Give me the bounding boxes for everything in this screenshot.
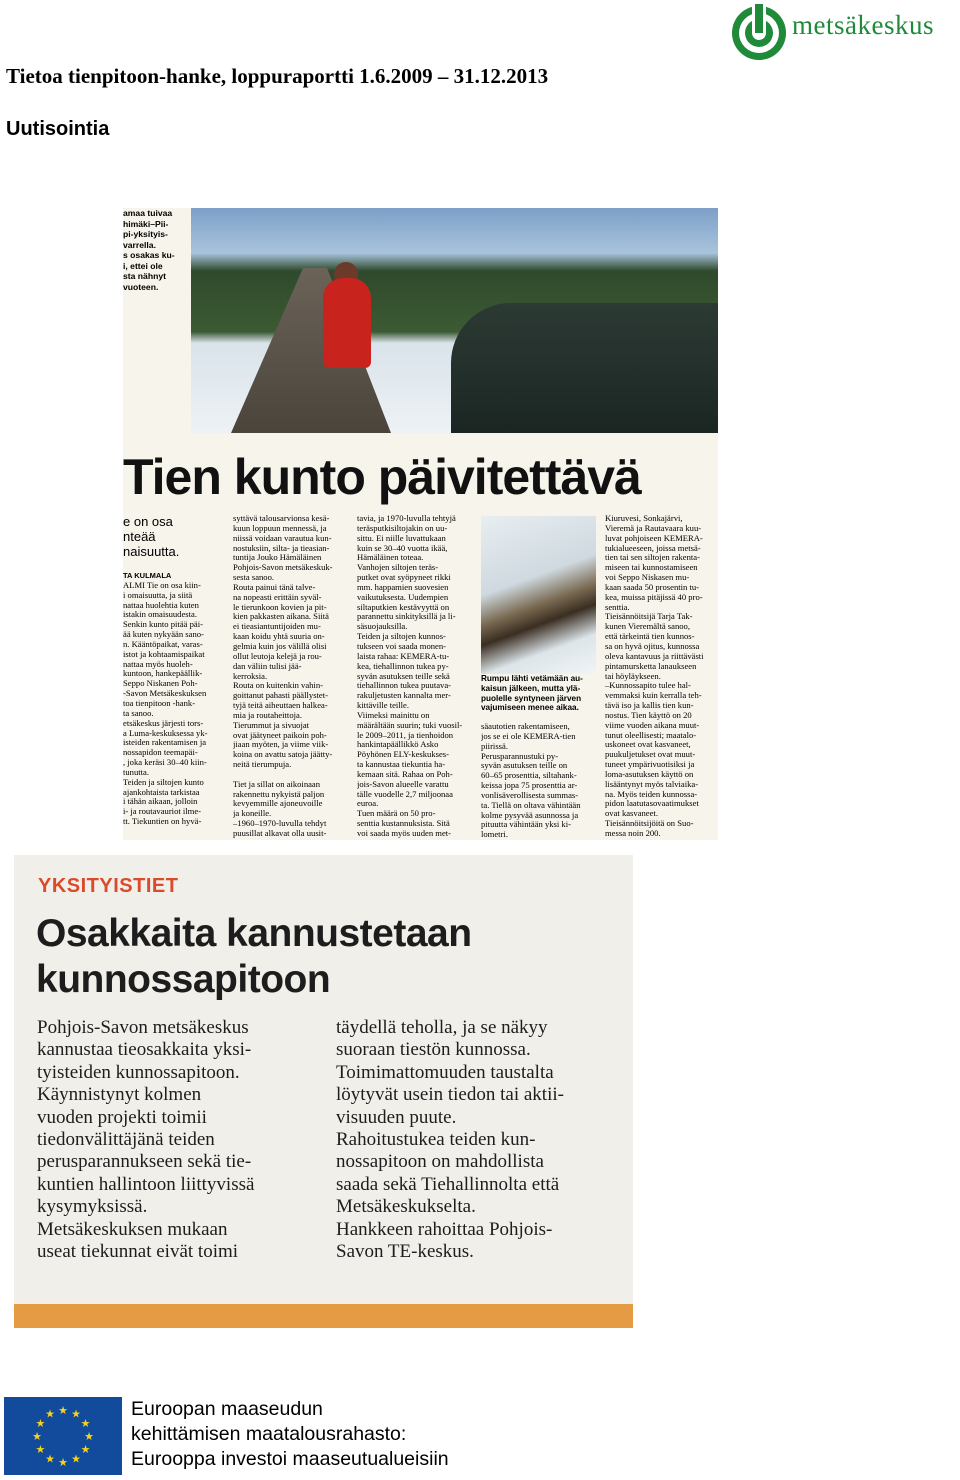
text-line: syvän asutuksen teille on	[481, 761, 568, 771]
text-line: pituutta vähintään yksi ki-	[481, 820, 571, 830]
text-line: gelmia kuin jos välillä olisi	[233, 641, 327, 651]
text-line: kaan saada 50 prosentin tu-	[605, 582, 700, 592]
eu-star-icon: ★	[80, 1418, 91, 1430]
text-line: voi saada myös uuden met-	[357, 829, 452, 838]
side-column-text: amaa tuivaa himäki–Pii- pi-yksityis- varrella. s osakas ku- i, ettei ole sta nähnyt vuoteen.	[123, 208, 175, 292]
text-line: Savon TE-keskus.	[336, 1241, 474, 1263]
text-line: kannustaa tieosakkaita yksi-	[37, 1039, 252, 1061]
eu-star-icon: ★	[80, 1444, 91, 1456]
article-column-4	[481, 722, 596, 840]
text-line: istot ja kohtaamispaikat	[123, 649, 205, 659]
text-line: Pohjois-Savon metsäkeskus	[37, 1017, 249, 1038]
text-line: saada sekä Tiehallinnolta että	[336, 1173, 560, 1195]
text-line: tuntija Jouko Hämäläinen	[233, 553, 322, 563]
article-column-1	[123, 514, 223, 827]
eu-flag-icon	[4, 1397, 122, 1475]
text-line: Metsäkeskukselta.	[336, 1196, 476, 1218]
text-line: Viimeksi mainittu on	[357, 710, 430, 720]
eu-funding-text: Euroopan maaseudun kehittämisen maatalousrahasto: Eurooppa investoi maaseutualueisiin	[131, 1398, 449, 1470]
text-line: sesta sanoo.	[233, 573, 275, 583]
newspaper-clipping-private-roads	[14, 855, 633, 1328]
text-line: , joka keräsi 30–40 kiin-	[123, 758, 207, 768]
text-line: jois-Savon alueelle varattu	[357, 779, 449, 789]
text-line: niissä voidaan varautua kun-	[233, 533, 332, 543]
text-line: tai höyläykseen.	[605, 671, 661, 681]
text-line: kevyemmille ajoneuvoille	[233, 799, 323, 809]
text-line: visuuden puute.	[336, 1106, 457, 1128]
text-line: ajankohtaista tarkistaa	[123, 787, 200, 797]
text-line: kien pakkasten aikana. Siitä	[233, 612, 329, 622]
text-line: Teiden ja siltojen kunnos-	[357, 632, 446, 642]
text-line: tiehallinnon tukea puutava-	[357, 681, 452, 691]
text-line: na nopeasti erittäin syväl-	[233, 592, 322, 602]
text-line: pintamursketta lanaukseen	[605, 661, 697, 671]
page-subtitle: Uutisointia	[6, 118, 110, 140]
text-line: tävä iso ja kallis tien kun-	[605, 701, 694, 711]
text-line: tuneet ympärivuotisiksi ja	[605, 760, 695, 770]
text-line: ovat kasvaneet.	[605, 809, 658, 819]
text-line: kuun loppuun mennessä, ja	[233, 523, 327, 533]
text-line: määrältään suurin; tuki vuosil-	[357, 720, 463, 730]
text-line: perusparannukseen sekä tie-	[37, 1151, 252, 1173]
text-line: Routa on kuitenkin vahin-	[233, 681, 323, 691]
article-column-3	[357, 514, 475, 839]
text-line: teräsputkisiltojakin on uu-	[357, 523, 448, 533]
text-line: voi Seppo Niskasen mu-	[605, 573, 690, 583]
text-line: miseen tai kunnostamiseen	[605, 563, 698, 573]
text-line: säsuojauksilla.	[357, 622, 408, 632]
text-line: että tärkeintä tien kunnos-	[605, 632, 695, 642]
section-label: YKSITYISTIET	[38, 875, 179, 897]
eu-star-icon: ★	[58, 1457, 68, 1469]
text-line: puukuljetukset ovat muut-	[605, 750, 696, 760]
text-line: tyjä teitä aiheuttaen halkea-	[233, 701, 328, 711]
text-line: kaan koidu yhtä suuria on-	[233, 632, 325, 642]
text-line: tt. Tiekuntien on hyvä-	[123, 817, 202, 827]
text-line: ta. Tiellä on oltava vähintään	[481, 800, 581, 810]
text-line: täydellä teholla, ja se näkyy	[336, 1017, 548, 1038]
text-line: Hämäläinen toteaa.	[357, 553, 424, 563]
eu-star-icon: ★	[35, 1418, 46, 1430]
text-line: pidon laatutasovaatimukset	[605, 799, 699, 809]
text-line: keissa jopa 75 prosenttia ar-	[481, 781, 578, 791]
text-line: tunut oleellisesti; maatalo-	[605, 730, 697, 740]
text-line: ta sanoo.	[123, 708, 154, 718]
text-line: senttia kustannuksista. Sitä	[357, 819, 450, 829]
text-line: syttävä talousarvionsa kesä-	[233, 514, 330, 523]
article-headline: Tien kunto päivitettävä	[123, 449, 641, 505]
text-line: kea, tiehallinnon tukea py-	[357, 661, 449, 671]
text-line: dan väliin tulisi jää-	[233, 661, 302, 671]
text-line: kuin se 30–40 vuotta ikää,	[357, 543, 448, 553]
text-line: Tuen määrä on 50 pro-	[357, 809, 436, 819]
road-photo	[191, 208, 718, 433]
text-line: kuntoon, hankepäällik-	[123, 669, 203, 679]
text-line: -Savon Metsäkeskuksen	[123, 689, 207, 699]
text-line: kuntien hallintoon liittyvissä	[37, 1173, 255, 1195]
text-line: ovat jäätyneet paikoin poh-	[233, 730, 327, 740]
eu-star-icon: ★	[71, 1408, 81, 1421]
text-line: etsäkeskus järjesti tors-	[123, 718, 204, 728]
article2-headline: Osakkaita kannustetaan kunnossapitoon	[36, 912, 472, 1001]
text-line: sittu. Ei niille luvattukaan	[357, 533, 446, 543]
text-line: ta kannustaa tiekuntia ha-	[357, 760, 446, 770]
text-line: ja koneille.	[233, 809, 272, 819]
text-line: ALMI Tie on osa kiin-	[123, 580, 201, 590]
text-line: i tähän aikaan, jolloin	[123, 797, 198, 807]
text-line: sa on hyvä ojitus, kunnossa	[605, 641, 700, 651]
text-line: tyisteiden kunnossapitoon.	[37, 1061, 240, 1083]
text-line: rakennettu nykyistä paljon	[233, 789, 325, 799]
text-line: luvat pohjoiseen KEMERA-	[605, 533, 703, 543]
text-line: lisääntynyt myös talviaika-	[605, 779, 699, 789]
text-line: Kiuruvesi, Sonkajärvi,	[605, 514, 683, 523]
text-line: Käynnistynyt kolmen	[37, 1084, 202, 1106]
text-line: Pohjois-Savon metsäkeskuk-	[233, 563, 333, 573]
text-line: ää kuten nykyään sano-	[123, 630, 204, 640]
text-line: –1960–1970-luvulla tehdyt	[233, 819, 327, 829]
text-line: na. Myös teiden kunnossa-	[605, 789, 698, 799]
text-line: mm. happamien suovesien	[357, 582, 449, 592]
text-line: viime vuoden aikana muut-	[605, 720, 700, 730]
text-line: Pöyhönen ELY-keskukses-	[357, 750, 449, 760]
eu-star-icon: ★	[32, 1431, 42, 1443]
text-line: puusillat alkavat olla uusit-	[233, 829, 327, 838]
text-line: tälle vuodelle 2,7 miljoonaa	[357, 789, 453, 799]
text-line: tavia, ja 1970-luvulla tehtyjä	[357, 514, 456, 523]
text-line: messa noin 200.	[605, 829, 661, 838]
text-line: nostuksiin, silta- ja tieasian-	[233, 543, 330, 553]
text-line: goittanut pahasti päällystet-	[233, 691, 328, 701]
text-line: le 2009–2011, ja tienhoidon	[357, 730, 454, 740]
text-line: uskoneet ovat kasvaneet,	[605, 740, 691, 750]
text-line: Vanhojen siltojen teräs-	[357, 563, 439, 573]
text-line: laista rahaa: KEMERA-tu-	[357, 651, 450, 661]
eu-star-icon: ★	[58, 1405, 68, 1417]
clipping-bottom-bar	[14, 1304, 633, 1328]
text-line: 60–65 prosenttia, siltahank-	[481, 771, 577, 781]
text-line: Hankkeen rahoittaa Pohjois-	[336, 1218, 553, 1240]
text-line: neitä tierumpuja.	[233, 760, 292, 770]
text-line: Teiden ja siltojen kunto	[123, 777, 204, 787]
article2-column-2	[336, 1017, 626, 1263]
text-line: kolme pysyvää asunnossa ja	[481, 810, 579, 820]
article-column-5	[605, 514, 718, 839]
text-line: kunen Vieremältä sanoo,	[605, 622, 690, 632]
text-line: Metsäkeskuksen mukaan	[37, 1218, 228, 1240]
text-line: mia ja routaheittoja.	[233, 710, 302, 720]
text-line: loma-asutuksen käyttö on	[605, 769, 694, 779]
metsakeskus-logo	[730, 4, 958, 62]
text-line: Tiet ja sillat on aikoinaan	[233, 779, 321, 789]
eu-star-icon: ★	[71, 1453, 81, 1466]
text-line: löytyvät usein tiedon tai aktii-	[336, 1084, 564, 1106]
text-line: oleva kantavuus ja riittävästi	[605, 651, 704, 661]
text-line: nattaa huolehtia kuten	[123, 600, 199, 610]
text-line: Perusparannustuki py-	[481, 751, 559, 761]
text-line: tukseen voi saada monen-	[357, 641, 447, 651]
text-line: i- ja routavauriot ilme-	[123, 807, 202, 817]
eu-star-icon: ★	[35, 1444, 46, 1456]
text-line: siltaputkien kestävyyttä on	[357, 602, 450, 612]
article2-column-1	[37, 1017, 327, 1263]
eu-star-icon: ★	[45, 1408, 55, 1421]
logo-text: metsäkeskus	[792, 10, 934, 40]
text-line: vuoden projekti toimii	[37, 1106, 207, 1128]
metsakeskus-logo-icon	[730, 4, 788, 62]
text-line: jos se ei ole KEMERA-tien	[481, 731, 576, 741]
text-line: vemmaksi kuin kerralla teh-	[605, 691, 702, 701]
text-line: tunutta.	[123, 767, 150, 777]
text-line: Vieremä ja Rautavaara kuu-	[605, 523, 702, 533]
text-line: le tierunkoon kovien ja pit-	[233, 602, 327, 612]
text-line: piirissä.	[481, 741, 508, 751]
text-line: kittäville teille.	[357, 701, 410, 711]
text-line: säautotien rakentamiseen,	[481, 722, 570, 731]
text-line: tien tai sen siltojen rakenta-	[605, 553, 700, 563]
text-line: isteiden rakentamisen ja	[123, 738, 207, 748]
text-line: i omaisuutta, ja siitä	[123, 590, 193, 600]
text-line: –Kunnossapito tulee hal-	[605, 681, 691, 691]
text-line: kea, muissa pitäjissä 40 pro-	[605, 592, 703, 602]
photo-caption: Rumpu lähti vetämään au- kaisun jälkeen, mutta ylä- puolelle syntyneen järven vajumiseen menee aikaa.	[481, 674, 583, 713]
text-line: koina on avattu satoja jäätty-	[233, 750, 333, 760]
text-line: vonlisäverollisesta summas-	[481, 790, 579, 800]
eu-star-icon: ★	[84, 1431, 94, 1443]
text-line: tiedonvälittäjänä teiden	[37, 1129, 215, 1151]
text-line: ollut leutoja kelejä ja rou-	[233, 651, 322, 661]
text-line: lometri.	[481, 830, 508, 840]
text-line: nattaa myös huoleh-	[123, 659, 193, 669]
text-line: Tieisännöitsijöitä on Suo-	[605, 819, 694, 829]
text-line: putket ovat syöpyneet rikki	[357, 573, 451, 583]
text-line: toa tienpitoon -hank-	[123, 698, 196, 708]
text-line: tukialueeseen, joissa metsä-	[605, 543, 701, 553]
article-lead: e on osa nteää naisuutta.	[123, 514, 180, 559]
text-line: nossapidon teemapäi-	[123, 748, 198, 758]
text-line: euroa.	[357, 799, 379, 809]
text-line: senttia.	[605, 602, 630, 612]
text-line: parannettu sinkityksillä ja li-	[357, 612, 456, 622]
text-line: suoraan tiestön kunnossa.	[336, 1039, 531, 1061]
text-line: syvän asutuksen teille sekä	[357, 671, 450, 681]
text-line: nostus. Tien käyttö on 20	[605, 710, 692, 720]
text-line: a Luma-keskuksessa yk-	[123, 728, 208, 738]
text-line: Tierummut ja sivuojat	[233, 720, 310, 730]
text-line: Rahoitustukea teiden kun-	[336, 1129, 536, 1151]
text-line: Seppo Niskanen Poh-	[123, 679, 198, 689]
text-line: Routa painui tänä talve-	[233, 582, 316, 592]
newspaper-clipping-road-condition	[123, 208, 718, 840]
text-line: nossapitoon on mahdollista	[336, 1151, 544, 1173]
text-line: kerroksia.	[233, 671, 268, 681]
page-title: Tietoa tienpitoon-hanke, loppuraportti 1.6.2009 – 31.12.2013	[6, 64, 549, 88]
text-line: n. Kääntöpaikat, varas-	[123, 639, 203, 649]
eu-star-icon: ★	[45, 1453, 55, 1466]
text-line	[233, 770, 351, 780]
text-line: hankintapäällikkö Asko	[357, 740, 439, 750]
text-line: useat tiekunnat eivät toimi	[37, 1241, 239, 1263]
article-column-2	[233, 514, 351, 839]
culvert-photo	[481, 516, 596, 674]
text-line: kysymyksissä.	[37, 1196, 148, 1218]
text-line: istakin omaisuudesta.	[123, 610, 197, 620]
byline: TA KULMALA	[123, 571, 172, 580]
text-line: Tieisännöitsijä Tarja Tak-	[605, 612, 693, 622]
text-line: kemaan sitä. Rahaa on Poh-	[357, 769, 453, 779]
text-line: Toimimattomuuden taustalta	[336, 1061, 554, 1083]
text-line: vaikutuksesta. Uudempien	[357, 592, 449, 602]
text-line: Senkin kunto pitää päi-	[123, 620, 203, 630]
text-line: rakuljetusten kannalta mer-	[357, 691, 451, 701]
text-line: ei tieasiantuntijoiden mu-	[233, 622, 321, 632]
text-line: jiaan myöten, ja viime viik-	[233, 740, 329, 750]
